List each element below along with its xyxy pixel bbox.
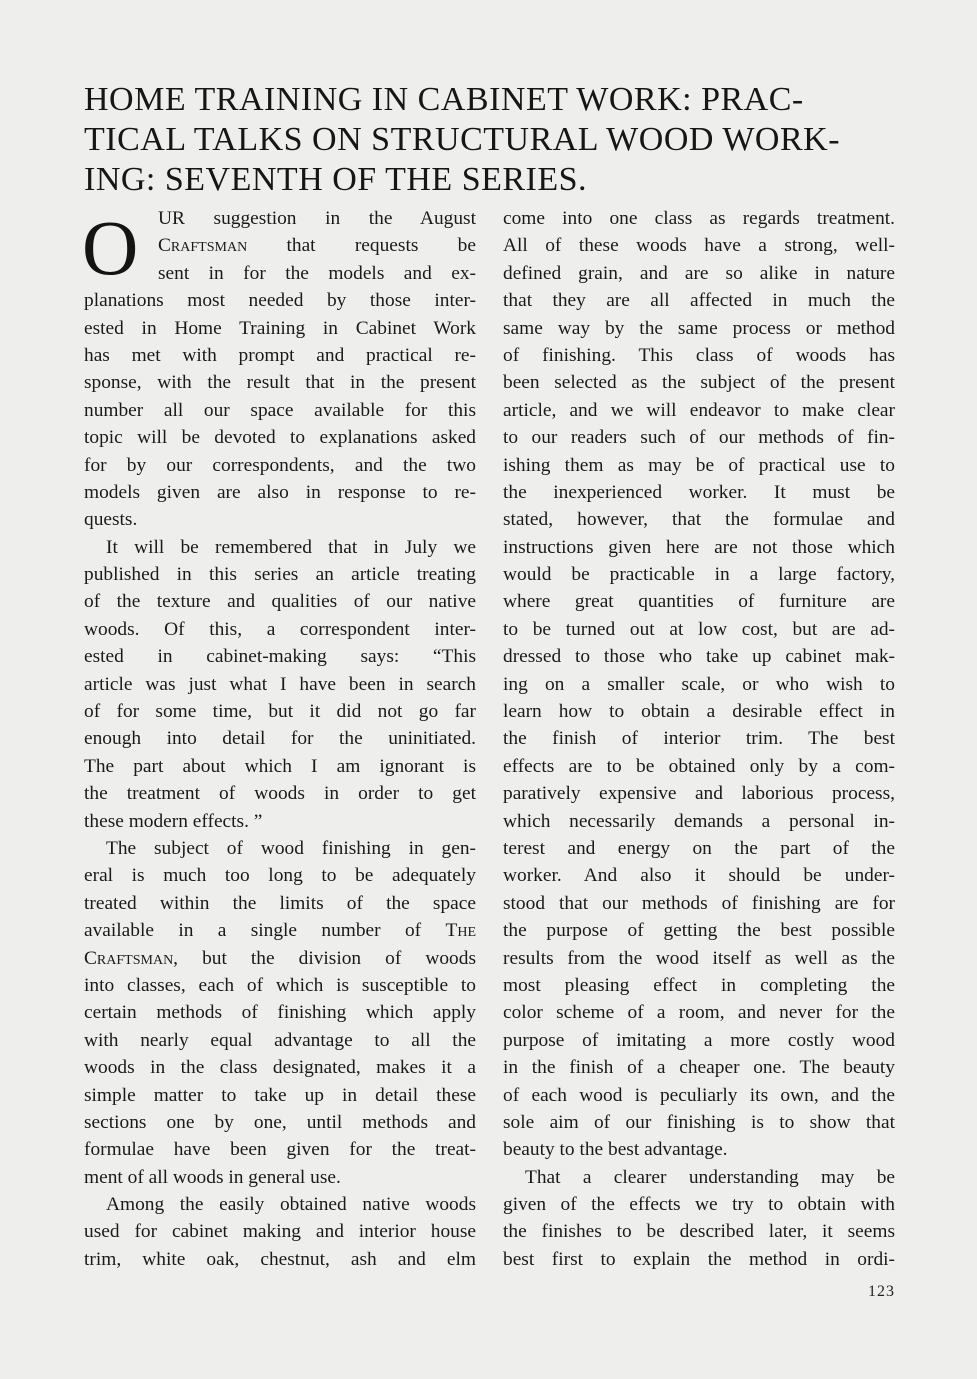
text-line: published in this series an article treating bbox=[84, 564, 476, 586]
text-line: sole aim of our finishing is to show that bbox=[503, 1111, 895, 1133]
text-line: dressed to those who take up cabinet mak- bbox=[503, 646, 895, 668]
text-line: come into one class as regards treatment. bbox=[503, 208, 895, 229]
text-line: number all our space available for this bbox=[84, 399, 476, 421]
text-line: the treatment of woods in order to get bbox=[84, 783, 476, 805]
magazine-name: Craftsman bbox=[158, 235, 248, 257]
text-line: been selected as the subject of the present bbox=[503, 372, 895, 394]
title-line: TICAL TALKS ON STRUCTURAL WOOD WORK- bbox=[84, 121, 841, 158]
text-line: ested in Home Training in Cabinet Work bbox=[84, 317, 476, 339]
text-fragment: that requests be bbox=[286, 235, 476, 257]
title-line: HOME TRAINING IN CABINET WORK: PRAC- bbox=[84, 81, 804, 118]
text-line: of for some time, but it did not go far bbox=[84, 701, 476, 723]
text-line: of the texture and qualities of our native bbox=[84, 591, 476, 613]
text-line: learn how to obtain a desirable effect in bbox=[503, 701, 895, 723]
text-line bbox=[84, 945, 476, 972]
text-line: for by our correspondents, and the two bbox=[84, 454, 476, 476]
text-line: purpose of imitating a more costly wood bbox=[503, 1029, 895, 1051]
text-line: of finishing. This class of woods has bbox=[503, 344, 895, 366]
text-line: used for cabinet making and interior house bbox=[84, 1221, 476, 1243]
text-line: ment of all woods in general use. bbox=[84, 1166, 341, 1188]
text-line: That a clearer understanding may be bbox=[525, 1166, 895, 1188]
text-line: enough into detail for the uninitiated. bbox=[84, 728, 476, 750]
text-line: which necessarily demands a personal in- bbox=[503, 810, 895, 832]
article-title bbox=[84, 80, 904, 200]
right-column bbox=[503, 205, 895, 1273]
text-line: defined grain, and are so alike in nature bbox=[503, 262, 895, 284]
text-line: effects are to be obtained only by a com- bbox=[503, 755, 895, 777]
text-line: woods. Of this, a correspondent inter- bbox=[84, 618, 476, 640]
text-line: instructions given here are not those which bbox=[503, 536, 895, 558]
text-line: the finishes to be described later, it seems bbox=[503, 1221, 895, 1243]
text-line: color scheme of a room, and never for the bbox=[503, 1002, 895, 1024]
text-line: woods in the class designated, makes it a bbox=[84, 1057, 476, 1079]
text-line: ested in cabinet-making says: “This bbox=[84, 646, 476, 668]
text-line: sponse, with the result that in the present bbox=[84, 372, 476, 394]
text-line: article, and we will endeavor to make clear bbox=[503, 399, 895, 421]
text-line: beauty to the best advantage. bbox=[503, 1139, 728, 1161]
text-line: in the finish of a cheaper one. The beauty bbox=[503, 1057, 895, 1079]
text-line: treated within the limits of the space bbox=[84, 892, 476, 914]
text-line: results from the wood itself as well as the bbox=[503, 947, 895, 969]
text-line: to be turned out at low cost, but are ad- bbox=[503, 618, 895, 640]
text-line: worker. And also it should be under- bbox=[503, 865, 895, 887]
text-line: UR suggestion in the August bbox=[158, 208, 476, 229]
text-line: paratively expensive and laborious process, bbox=[503, 783, 895, 805]
title-line: ING: SEVENTH OF THE SERIES. bbox=[84, 161, 588, 198]
text-line: Among the easily obtained native woods bbox=[106, 1194, 476, 1216]
text-line: the purpose of getting the best possible bbox=[503, 920, 895, 942]
text-fragment: but the division of woods bbox=[202, 947, 476, 969]
text-line: eral is much too long to be adequately bbox=[84, 865, 476, 887]
text-line bbox=[84, 917, 476, 944]
text-line: topic will be devoted to explanations asked bbox=[84, 427, 476, 449]
text-line: stated, however, that the formulae and bbox=[503, 509, 895, 531]
text-line: that they are all affected in much the bbox=[503, 290, 895, 312]
text-line: into classes, each of which is susceptible to bbox=[84, 974, 476, 996]
text-line: these modern effects. ” bbox=[84, 810, 263, 832]
text-line: would be practicable in a large factory, bbox=[503, 564, 895, 586]
text-line: ing on a smaller scale, or who wish to bbox=[503, 673, 895, 695]
text-line: best first to explain the method in ordi- bbox=[503, 1248, 895, 1270]
left-column bbox=[84, 205, 476, 1273]
text-line: formulae have been given for the treat- bbox=[84, 1139, 476, 1161]
text-line: The subject of wood finishing in gen- bbox=[106, 837, 476, 859]
magazine-name: The bbox=[445, 920, 476, 942]
text-line: certain methods of finishing which apply bbox=[84, 1002, 476, 1024]
text-line: trim, white oak, chestnut, ash and elm bbox=[84, 1248, 476, 1270]
text-line: It will be remembered that in July we bbox=[106, 536, 476, 558]
text-line: quests. bbox=[84, 509, 138, 531]
text-line: where great quantities of furniture are bbox=[503, 591, 895, 613]
text-line: to our readers such of our methods of fin- bbox=[503, 427, 895, 449]
text-line: same way by the same process or method bbox=[503, 317, 895, 339]
text-line: All of these woods have a strong, well- bbox=[503, 235, 895, 257]
text-line: terest and energy on the part of the bbox=[503, 837, 895, 859]
text-line: most pleasing effect in completing the bbox=[503, 974, 895, 996]
magazine-name: Craftsman, bbox=[84, 947, 179, 969]
text-line: with nearly equal advantage to all the bbox=[84, 1029, 476, 1051]
text-line: the finish of interior trim. The best bbox=[503, 728, 895, 750]
text-line: sections one by one, until methods and bbox=[84, 1111, 476, 1133]
text-line: has met with prompt and practical re- bbox=[84, 344, 476, 366]
drop-cap: O bbox=[82, 204, 139, 291]
page-number: 123 bbox=[868, 1283, 895, 1300]
text-line: sent in for the models and ex- bbox=[158, 262, 476, 284]
text-line: stood that our methods of finishing are for bbox=[503, 892, 895, 914]
text-line: given of the effects we try to obtain with bbox=[503, 1194, 895, 1216]
text-line: the inexperienced worker. It must be bbox=[503, 481, 895, 503]
text-line bbox=[84, 232, 476, 259]
text-line: simple matter to take up in detail these bbox=[84, 1084, 476, 1106]
text-line: planations most needed by those inter- bbox=[84, 290, 476, 312]
text-line: article was just what I have been in search bbox=[84, 673, 476, 695]
text-line: ishing them as may be of practical use to bbox=[503, 454, 895, 476]
text-line: models given are also in response to re- bbox=[84, 481, 476, 503]
text-fragment: available in a single number of bbox=[84, 920, 422, 942]
text-line: of each wood is peculiarly its own, and the bbox=[503, 1084, 895, 1106]
text-line: The part about which I am ignorant is bbox=[84, 755, 476, 777]
